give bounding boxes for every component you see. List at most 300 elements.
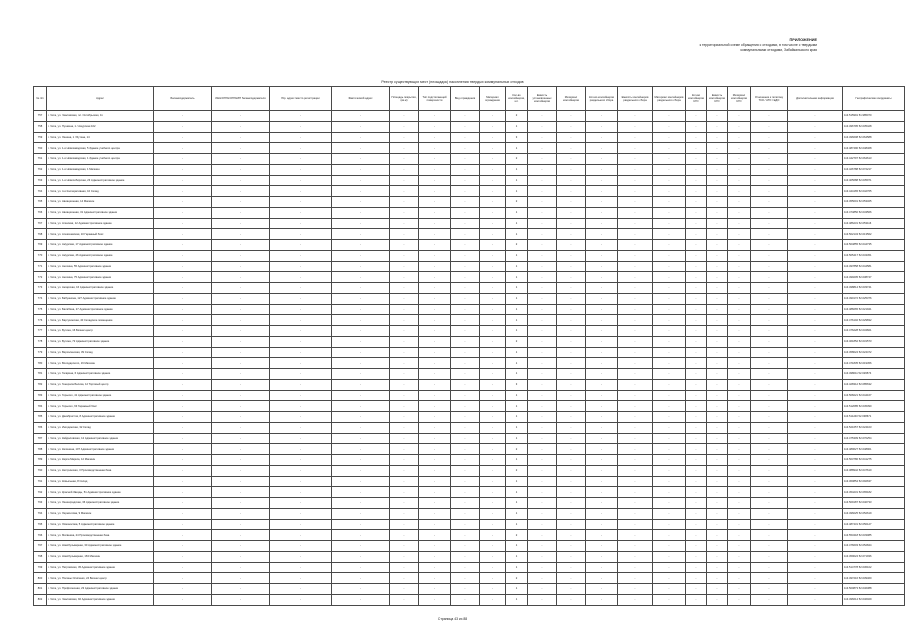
row-cell: - xyxy=(451,283,480,294)
row-cell: - xyxy=(751,207,788,218)
row-cell: - xyxy=(480,186,506,197)
row-coordinates: 113.476603 52.052844 xyxy=(843,541,905,552)
row-coordinates: 113.474850 52.043566 xyxy=(843,207,905,218)
row-cell: - xyxy=(707,240,728,251)
row-cell: - xyxy=(586,154,618,165)
row-number: 775 xyxy=(34,304,47,315)
row-cell: - xyxy=(557,121,586,132)
row-cell: - xyxy=(270,551,332,562)
row-cell: - xyxy=(154,175,212,186)
row-address: г. Чита, ул. Амурская, 46 Административное здание xyxy=(47,250,154,261)
row-cell: - xyxy=(270,207,332,218)
page-footer: Страница 43 из 88 xyxy=(437,617,468,621)
row-cell: - xyxy=(270,498,332,509)
row-cell: - xyxy=(480,401,506,412)
row-cell: - xyxy=(686,121,707,132)
row-cell: - xyxy=(788,379,843,390)
row-cell: - xyxy=(751,379,788,390)
row-cell: - xyxy=(332,336,390,347)
row-cell: - xyxy=(332,261,390,272)
row-cell: - xyxy=(419,272,451,283)
row-cell: - xyxy=(154,422,212,433)
row-cell: - xyxy=(686,272,707,283)
row-coordinates: 113.487490 52.048468 xyxy=(843,143,905,154)
row-cell: - xyxy=(618,476,653,487)
row-cell: - xyxy=(154,455,212,466)
row-cell: - xyxy=(212,218,270,229)
row-coordinates: 113.553418 52.033085 xyxy=(843,530,905,541)
row-cell: - xyxy=(270,465,332,476)
row-cell: - xyxy=(270,293,332,304)
row-cell: - xyxy=(707,433,728,444)
row-cell: - xyxy=(586,508,618,519)
row-coordinates: 113.496025 52.052619 xyxy=(843,508,905,519)
row-cell: - xyxy=(686,508,707,519)
row-cell: - xyxy=(788,197,843,208)
row-cell: - xyxy=(751,347,788,358)
row-cell: - xyxy=(390,401,419,412)
row-cell: - xyxy=(618,422,653,433)
row-container-count: 2 xyxy=(506,336,528,347)
row-cell: - xyxy=(212,422,270,433)
row-cell: - xyxy=(707,175,728,186)
row-cell: - xyxy=(480,519,506,530)
row-cell: - xyxy=(154,508,212,519)
row-cell: - xyxy=(212,326,270,337)
row-cell: - xyxy=(707,197,728,208)
row-cell: - xyxy=(419,551,451,562)
row-cell: - xyxy=(480,218,506,229)
row-cell: - xyxy=(451,304,480,315)
row-cell: - xyxy=(390,261,419,272)
row-cell: - xyxy=(586,132,618,143)
row-cell: - xyxy=(480,336,506,347)
row-cell: - xyxy=(270,240,332,251)
row-cell: - xyxy=(154,584,212,595)
row-cell: - xyxy=(707,455,728,466)
row-cell: - xyxy=(728,358,751,369)
row-cell: - xyxy=(332,594,390,605)
row-cell: - xyxy=(653,132,686,143)
row-cell: - xyxy=(751,315,788,326)
row-cell: - xyxy=(653,390,686,401)
row-cell: - xyxy=(212,315,270,326)
row-address: г. Чита, ул. Горького, 63 Гаражный бокс xyxy=(47,401,154,412)
row-coordinates: 113.388942 52.047610 xyxy=(843,465,905,476)
row-cell: - xyxy=(788,111,843,122)
row-cell: - xyxy=(270,562,332,573)
column-header: Балансодержатель xyxy=(154,87,212,111)
row-cell: - xyxy=(332,111,390,122)
row-cell: - xyxy=(557,175,586,186)
row-coordinates: 113.509187 52.040733 xyxy=(843,498,905,509)
row-cell: - xyxy=(653,594,686,605)
row-cell: - xyxy=(618,347,653,358)
table-row xyxy=(34,132,905,143)
row-cell: - xyxy=(528,111,557,122)
row-cell: - xyxy=(586,530,618,541)
row-cell: - xyxy=(390,240,419,251)
row-cell: - xyxy=(332,229,390,240)
row-cell: - xyxy=(419,422,451,433)
row-cell: - xyxy=(751,175,788,186)
row-cell: - xyxy=(332,186,390,197)
row-cell: - xyxy=(154,541,212,552)
row-cell: - xyxy=(390,132,419,143)
row-cell: - xyxy=(557,422,586,433)
row-cell: - xyxy=(707,401,728,412)
row-container-count: 1 xyxy=(506,519,528,530)
row-cell: - xyxy=(390,508,419,519)
table-row xyxy=(34,573,905,584)
row-cell: - xyxy=(586,390,618,401)
row-cell: - xyxy=(419,498,451,509)
row-cell: - xyxy=(618,229,653,240)
row-cell: - xyxy=(480,369,506,380)
row-cell: - xyxy=(686,229,707,240)
row-cell: - xyxy=(390,519,419,530)
row-cell: - xyxy=(270,433,332,444)
row-cell: - xyxy=(707,164,728,175)
row-cell: - xyxy=(728,229,751,240)
column-header: Емкость контейнеров КГО xyxy=(707,87,728,111)
row-cell: - xyxy=(270,326,332,337)
row-cell: - xyxy=(419,186,451,197)
row-cell: - xyxy=(618,465,653,476)
row-address: г. Чита, ул. Гагарина, 6 Административное здание xyxy=(47,369,154,380)
row-cell: - xyxy=(419,487,451,498)
row-cell: - xyxy=(451,261,480,272)
row-cell: - xyxy=(586,186,618,197)
row-cell: - xyxy=(728,197,751,208)
row-cell: - xyxy=(618,175,653,186)
row-cell: - xyxy=(528,476,557,487)
table-row xyxy=(34,530,905,541)
row-cell: - xyxy=(586,498,618,509)
row-cell: - xyxy=(618,315,653,326)
row-address: г. Чита, ул. Петровская, 45 Административное здание xyxy=(47,562,154,573)
row-container-count: 1 xyxy=(506,433,528,444)
row-cell: - xyxy=(332,197,390,208)
row-cell: - xyxy=(618,293,653,304)
row-cell: - xyxy=(618,390,653,401)
row-cell: - xyxy=(451,121,480,132)
row-cell: - xyxy=(557,272,586,283)
row-coordinates: 113.487431 52.050127 xyxy=(843,519,905,530)
row-cell: - xyxy=(419,121,451,132)
row-cell: - xyxy=(686,132,707,143)
row-container-count: 1 xyxy=(506,487,528,498)
row-cell: - xyxy=(707,347,728,358)
row-cell: - xyxy=(728,218,751,229)
row-cell: - xyxy=(586,422,618,433)
row-cell: - xyxy=(419,444,451,455)
row-cell: - xyxy=(212,164,270,175)
row-cell: - xyxy=(451,444,480,455)
row-cell: - xyxy=(707,315,728,326)
row-cell: - xyxy=(390,186,419,197)
row-cell: - xyxy=(586,551,618,562)
row-cell: - xyxy=(788,315,843,326)
row-cell: - xyxy=(707,304,728,315)
table-header-row xyxy=(34,87,905,111)
row-cell: - xyxy=(154,218,212,229)
row-cell: - xyxy=(270,164,332,175)
row-cell: - xyxy=(212,562,270,573)
row-cell: - xyxy=(480,584,506,595)
row-cell: - xyxy=(788,508,843,519)
row-cell: - xyxy=(728,584,751,595)
row-cell: - xyxy=(586,143,618,154)
row-cell: - xyxy=(557,487,586,498)
row-address: г. Чита, ул. Калинина, 107 Административное здание xyxy=(47,444,154,455)
row-cell: - xyxy=(707,562,728,573)
table-row xyxy=(34,476,905,487)
row-cell: - xyxy=(480,594,506,605)
row-cell: - xyxy=(557,412,586,423)
row-number: 767 xyxy=(34,218,47,229)
row-cell: - xyxy=(480,541,506,552)
row-cell: - xyxy=(451,390,480,401)
row-cell: - xyxy=(390,422,419,433)
row-cell: - xyxy=(586,207,618,218)
row-cell: - xyxy=(480,562,506,573)
row-cell: - xyxy=(419,250,451,261)
row-cell: - xyxy=(270,519,332,530)
row-cell: - xyxy=(707,379,728,390)
row-number: 779 xyxy=(34,347,47,358)
row-coordinates: 113.497216 52.039460 xyxy=(843,573,905,584)
row-cell: - xyxy=(480,121,506,132)
row-cell: - xyxy=(728,594,751,605)
row-cell: - xyxy=(751,218,788,229)
row-cell: - xyxy=(618,121,653,132)
row-cell: - xyxy=(390,498,419,509)
row-address: г. Чита, ул. Верхоленская, 39 Склад xyxy=(47,347,154,358)
row-cell: - xyxy=(528,175,557,186)
row-cell: - xyxy=(480,487,506,498)
row-cell: - xyxy=(480,154,506,165)
row-cell: - xyxy=(390,347,419,358)
row-cell: - xyxy=(618,401,653,412)
row-cell: - xyxy=(618,154,653,165)
row-cell: - xyxy=(390,551,419,562)
row-cell: - xyxy=(451,412,480,423)
row-container-count: 1 xyxy=(506,390,528,401)
row-coordinates: 113.475309 52.070254 xyxy=(843,433,905,444)
row-cell: - xyxy=(528,186,557,197)
row-cell: - xyxy=(212,293,270,304)
row-address: г. Чита, ул. Баргузинская, 40 Складское помещение xyxy=(47,315,154,326)
table-row xyxy=(34,379,905,390)
row-cell: - xyxy=(270,111,332,122)
row-cell: - xyxy=(788,272,843,283)
row-cell: - xyxy=(751,186,788,197)
row-cell: - xyxy=(480,197,506,208)
row-address: г. Чита, ул. Профсоюзная, 23 Административное здание xyxy=(47,584,154,595)
row-cell: - xyxy=(332,519,390,530)
row-cell: - xyxy=(154,412,212,423)
row-coordinates: 113.458024 52.024472 xyxy=(843,347,905,358)
row-cell: - xyxy=(528,315,557,326)
row-cell: - xyxy=(212,207,270,218)
column-header: Дополнительная информация xyxy=(788,87,843,111)
row-cell: - xyxy=(270,229,332,240)
row-coordinates: 113.514778 52.036102 xyxy=(843,562,905,573)
row-cell: - xyxy=(618,519,653,530)
row-cell: - xyxy=(788,207,843,218)
row-cell: - xyxy=(728,412,751,423)
row-cell: - xyxy=(154,476,212,487)
row-cell: - xyxy=(557,304,586,315)
row-cell: - xyxy=(728,551,751,562)
row-coordinates: 113.511240 52.038671 xyxy=(843,412,905,423)
row-cell: - xyxy=(707,465,728,476)
row-container-count: 1 xyxy=(506,551,528,562)
row-cell: - xyxy=(419,111,451,122)
row-number: 769 xyxy=(34,240,47,251)
row-cell: - xyxy=(332,143,390,154)
row-cell: - xyxy=(788,422,843,433)
row-cell: - xyxy=(390,476,419,487)
row-container-count: 1 xyxy=(506,164,528,175)
row-cell: - xyxy=(528,304,557,315)
row-address: г. Чита, ул. Агинская, 12 Административное здание xyxy=(47,218,154,229)
row-cell: - xyxy=(528,412,557,423)
row-container-count: 1 xyxy=(506,412,528,423)
row-cell: - xyxy=(332,541,390,552)
row-container-count: 2 xyxy=(506,465,528,476)
row-cell: - xyxy=(212,111,270,122)
row-container-count: 1 xyxy=(506,229,528,240)
column-header: Отношение к полигону ТКО / АТО / ЕДО xyxy=(751,87,788,111)
row-cell: - xyxy=(728,444,751,455)
column-header: Емкость установленных контейнеров xyxy=(528,87,557,111)
row-cell: - xyxy=(686,143,707,154)
row-cell: - xyxy=(480,412,506,423)
row-container-count: 2 xyxy=(506,573,528,584)
row-cell: - xyxy=(788,304,843,315)
table-row xyxy=(34,422,905,433)
row-number: 773 xyxy=(34,283,47,294)
row-cell: - xyxy=(586,121,618,132)
row-cell: - xyxy=(707,154,728,165)
row-address: г. Чита, ул. 1-я Новозаводская, 1 Магазин xyxy=(47,164,154,175)
row-cell: - xyxy=(212,240,270,251)
row-cell: - xyxy=(686,186,707,197)
row-cell: - xyxy=(451,551,480,562)
row-address: г. Чита, ул. Балябина, 27 Административное здание xyxy=(47,304,154,315)
row-address: г. Чита, ул. 1-я Новосибирская, 23 Административное здание xyxy=(47,175,154,186)
row-container-count: 1 xyxy=(506,186,528,197)
row-cell: - xyxy=(686,444,707,455)
row-cell: - xyxy=(390,390,419,401)
row-cell: - xyxy=(332,487,390,498)
row-cell: - xyxy=(154,358,212,369)
row-coordinates: 113.489627 52.048901 xyxy=(843,444,905,455)
row-cell: - xyxy=(212,498,270,509)
row-cell: - xyxy=(557,541,586,552)
row-cell: - xyxy=(212,541,270,552)
row-cell: - xyxy=(451,154,480,165)
row-cell: - xyxy=(788,498,843,509)
row-cell: - xyxy=(788,412,843,423)
row-cell: - xyxy=(390,444,419,455)
row-cell: - xyxy=(480,358,506,369)
row-cell: - xyxy=(686,422,707,433)
row-cell: - xyxy=(528,584,557,595)
row-cell: - xyxy=(270,455,332,466)
row-cell: - xyxy=(528,326,557,337)
row-cell: - xyxy=(390,304,419,315)
row-cell: - xyxy=(728,186,751,197)
row-cell: - xyxy=(586,304,618,315)
row-address: г. Чита, ул. Пушкина, 1 / Амурская 102 xyxy=(47,121,154,132)
row-cell: - xyxy=(707,476,728,487)
row-cell: - xyxy=(557,229,586,240)
row-cell: - xyxy=(751,369,788,380)
row-cell: - xyxy=(419,594,451,605)
row-cell: - xyxy=(390,283,419,294)
row-cell: - xyxy=(480,261,506,272)
row-cell: - xyxy=(686,584,707,595)
row-cell: - xyxy=(653,272,686,283)
row-cell: - xyxy=(390,229,419,240)
row-container-count: 1 xyxy=(506,508,528,519)
row-cell: - xyxy=(707,508,728,519)
row-cell: - xyxy=(212,401,270,412)
row-coordinates: 113.500873 52.046388 xyxy=(843,584,905,595)
row-cell: - xyxy=(557,154,586,165)
row-cell: - xyxy=(212,487,270,498)
row-cell: - xyxy=(528,229,557,240)
row-cell: - xyxy=(686,326,707,337)
row-cell: - xyxy=(528,336,557,347)
table-row xyxy=(34,143,905,154)
row-cell: - xyxy=(788,132,843,143)
row-cell: - xyxy=(586,444,618,455)
row-cell: - xyxy=(332,530,390,541)
row-cell: - xyxy=(419,401,451,412)
row-cell: - xyxy=(707,369,728,380)
row-cell: - xyxy=(751,401,788,412)
table-row xyxy=(34,121,905,132)
row-cell: - xyxy=(751,154,788,165)
row-cell: - xyxy=(270,250,332,261)
row-cell: - xyxy=(528,508,557,519)
row-cell: - xyxy=(728,143,751,154)
row-cell: - xyxy=(557,240,586,251)
row-cell: - xyxy=(480,379,506,390)
row-cell: - xyxy=(707,584,728,595)
row-cell: - xyxy=(212,304,270,315)
row-cell: - xyxy=(653,444,686,455)
row-cell: - xyxy=(528,143,557,154)
row-cell: - xyxy=(451,584,480,595)
row-cell: - xyxy=(686,218,707,229)
row-cell: - xyxy=(528,154,557,165)
row-cell: - xyxy=(528,164,557,175)
row-coordinates: 113.521657 52.024103 xyxy=(843,422,905,433)
row-cell: - xyxy=(451,175,480,186)
row-cell: - xyxy=(154,433,212,444)
row-cell: - xyxy=(707,218,728,229)
row-cell: - xyxy=(653,379,686,390)
row-cell: - xyxy=(751,433,788,444)
row-cell: - xyxy=(586,369,618,380)
row-cell: - xyxy=(707,336,728,347)
row-number: 789 xyxy=(34,455,47,466)
